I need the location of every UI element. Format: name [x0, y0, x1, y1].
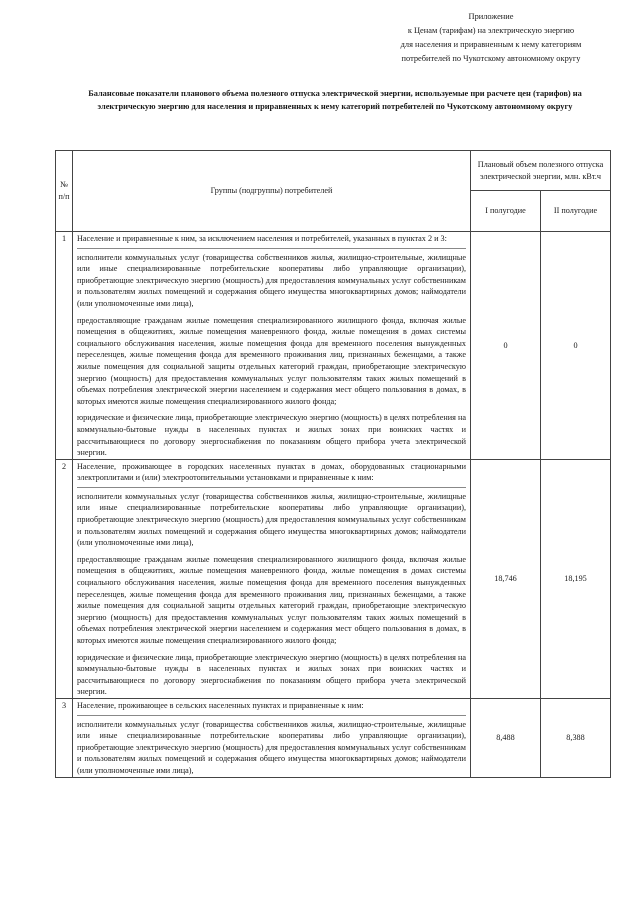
appendix-line-1: Приложение [468, 12, 514, 21]
appendix-block [360, 10, 622, 66]
table-row [56, 459, 611, 698]
row-subgroup-3: юридические и физические лица, приобретающие электрическую энергию (мощность) в целях потребления на коммунально-бытовые нужды в населенных пунктах и жилых зонах при воинских частях и рассчитывающиеся по договору энергоснабжения по показаниям общего прибора учета электрической энергии. [77, 413, 466, 458]
row-intro: Население, проживающее в городских населенных пунктах в домах, оборудованных стационарными электроплитами и (или) электроотопительными установками и приравненные к ним: [77, 461, 466, 483]
table-header-row [56, 151, 611, 191]
appendix-line-2: к Ценам (тарифам) на электрическую энергию [407, 26, 575, 35]
header-first-half: I полугодие [471, 191, 541, 232]
header-second-half: II полугодие [541, 191, 611, 232]
value-first-half: 0 [471, 232, 541, 460]
header-number: № п/п [56, 151, 73, 232]
table-row [56, 232, 611, 460]
document-title: Балансовые показатели планового объема полезного отпуска электрической энергии, используемые при расчете цен (тарифов) на электрическую энергию для населения и приравненных к нему категорий потребителей по Чукотскому автономному округу [88, 89, 582, 111]
header-consumer-groups: Группы (подгруппы) потребителей [73, 151, 471, 232]
value-second-half: 0 [541, 232, 611, 460]
row-intro: Население и приравненные к ним, за исключением населения и потребителей, указанных в пунктах 2 и 3: [77, 234, 447, 243]
row-description [73, 459, 471, 698]
value-first-half: 18,746 [471, 459, 541, 698]
appendix-line-4: потребителей по Чукотскому автономному округу [401, 54, 581, 63]
row-subgroup-1: исполнители коммунальных услуг (товарищества собственников жилья, жилищно-строительные, жилищные или иные специализированные потребительские кооперативы либо управляющие организации), приобретающие электрическую энергию (мощность) для предоставления коммунальных услуг собственникам и пользователям жилых помещений и содержания общего имущества многоквартирных домов; наймодатели (или уполномоченные ими лица), [77, 715, 466, 777]
header-planned-volume: Плановый объем полезного отпуска электрической энергии, млн. кВт.ч [471, 151, 611, 191]
row-intro: Население, проживающее в сельских населенных пунктах и приравненные к ним: [77, 700, 364, 710]
table-row [56, 698, 611, 777]
row-subgroup-1: исполнители коммунальных услуг (товарищества собственников жилья, жилищно-строительные, жилищные или иные специализированные потребительские кооперативы либо управляющие организации), приобретающие электрическую энергию (мощность) для предоставления коммунальных услуг собственникам и пользователям жилых помещений и содержания общего имущества многоквартирных домов; наймодатели (или уполномоченные ими лица), [77, 487, 466, 549]
row-subgroup-2: предоставляющие гражданам жилые помещения специализированного жилищного фонда, включая жилые помещения в общежитиях, жилые помещения маневренного фонда, жилые помещения в домах системы социального обслуживания населения, жилые помещения фонда для временного поселения вынужденных переселенцев, жилые помещения фонда для временного проживания лиц, признанных беженцами, а также жилые помещения для социальной защиты отдельных категорий граждан, приобретающие электрическую энергию (мощность) для предоставления коммунальных услуг пользователям таких жилых помещений в объемах потребления электрической энергии населением и содержания мест общего пользования в домах, в которых имеются жилые помещения специализированного жилого фонда; [77, 554, 466, 645]
appendix-line-3: для населения и приравненным к нему категориям [400, 40, 582, 49]
consumer-groups-table [55, 150, 611, 778]
row-description [73, 698, 471, 777]
row-number: 2 [56, 459, 73, 698]
row-subgroup-1: исполнители коммунальных услуг (товарищества собственников жилья, жилищно-строительные, жилищные или иные специализированные потребительские кооперативы либо управляющие организации), приобретающие электрическую энергию (мощность) для предоставления коммунальных услуг собственникам и пользователям жилых помещений и содержания общего имущества многоквартирных домов; наймодатели (или уполномоченные ими лица), [77, 248, 466, 310]
value-second-half: 8,388 [541, 698, 611, 777]
row-subgroup-3: юридические и физические лица, приобретающие электрическую энергию (мощность) в целях потребления на коммунально-бытовые нужды в населенных пунктах и жилых зонах при воинских частях и рассчитывающиеся по договору энергоснабжения по показаниям общего прибора учета электрической энергии. [77, 652, 466, 697]
row-number: 1 [56, 232, 73, 460]
value-first-half: 8,488 [471, 698, 541, 777]
row-number: 3 [56, 698, 73, 777]
row-description [73, 232, 471, 460]
value-second-half: 18,195 [541, 459, 611, 698]
row-subgroup-2: предоставляющие гражданам жилые помещения специализированного жилищного фонда, включая жилые помещения в общежитиях, жилые помещения маневренного фонда, жилые помещения в домах системы социального обслуживания населения, жилые помещения фонда для временного поселения вынужденных переселенцев, жилые помещения фонда для временного проживания лиц, признанных беженцами, а также жилые помещения для социальной защиты отдельных категорий граждан, приобретающие электрическую энергию (мощность) для предоставления коммунальных услуг пользователям таких жилых помещений в объемах потребления электрической энергии населением и содержания мест общего пользования в домах, в которых имеются жилые помещения специализированного жилого фонда; [77, 315, 466, 406]
